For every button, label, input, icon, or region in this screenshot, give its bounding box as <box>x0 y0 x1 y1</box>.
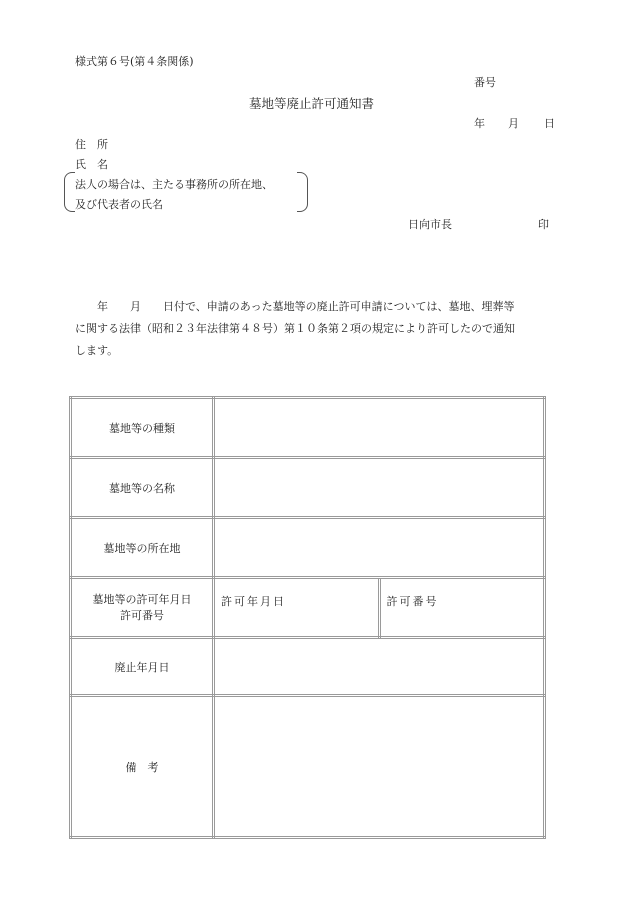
table-row-name <box>71 458 545 518</box>
table-row-permit <box>71 578 545 638</box>
table-row-type <box>71 398 545 458</box>
name-label-cell: 墓地等の名称 <box>71 458 214 518</box>
body-line-2: に関する法律（昭和２３年法律第４８号）第１０条第２項の規定により許可したので通知 <box>75 322 515 335</box>
left-bracket <box>64 172 75 212</box>
name-value-cell[interactable] <box>214 458 545 518</box>
abolish-label: 廃止年月日 <box>71 638 214 696</box>
permit-number-cell[interactable]: 許可番号 <box>379 578 545 638</box>
seal-mark: 印 <box>538 218 549 231</box>
right-bracket <box>297 172 308 212</box>
date-day: 日 <box>544 117 555 130</box>
document-title: 墓地等廃止許可通知書 <box>249 96 375 111</box>
issuer-title: 日向市長 <box>408 218 452 231</box>
address-label: 住 所 <box>75 138 108 151</box>
body-line-3: します。 <box>75 344 119 357</box>
details-table <box>69 396 546 839</box>
corporate-note-line1: 法人の場合は、主たる事務所の所在地、 <box>75 178 273 191</box>
table-row-abolish <box>71 638 545 696</box>
permit-label-line1: 墓地等の許可年月日 <box>92 592 192 606</box>
abolish-value-cell[interactable] <box>214 638 545 696</box>
form-number: 様式第６号(第４条関係) <box>75 55 194 68</box>
table-row-remarks <box>71 696 545 838</box>
number-label: 番号 <box>474 76 496 89</box>
remarks-value-cell[interactable] <box>214 696 545 838</box>
permit-date-cell[interactable]: 許可年月日 <box>214 578 380 638</box>
permit-label-line2: 許可番号 <box>120 608 164 622</box>
corporate-note-line2: 及び代表者の氏名 <box>75 198 163 211</box>
notification-body <box>75 296 565 362</box>
location-label: 墓地等の所在地 <box>71 518 214 578</box>
remarks-label: 備 考 <box>71 696 214 838</box>
date-month: 月 <box>508 117 519 130</box>
location-value-cell[interactable] <box>214 518 545 578</box>
type-value-cell[interactable] <box>214 398 545 458</box>
name-label: 氏 名 <box>75 158 108 171</box>
date-year: 年 <box>474 117 485 130</box>
permit-label <box>71 578 214 638</box>
body-line-1: 年 月 日付で、申請のあった墓地等の廃止許可申請については、墓地、埋葬等 <box>97 300 515 313</box>
type-label: 墓地等の種類 <box>71 398 214 458</box>
table-row-location <box>71 518 545 578</box>
